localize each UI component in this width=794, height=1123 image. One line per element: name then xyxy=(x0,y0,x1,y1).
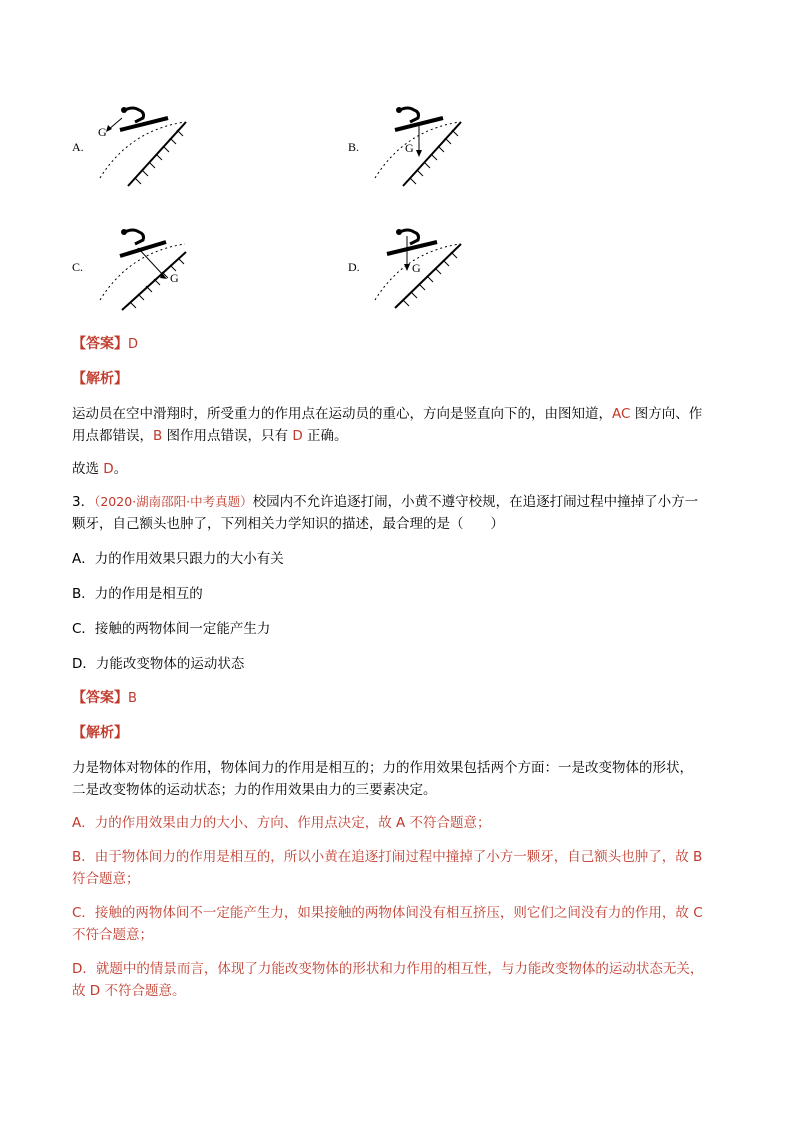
q3-explain-d-2: 故 D 不符合题意。 xyxy=(72,983,186,999)
g-label-b: G xyxy=(405,141,414,155)
q3-choice-a[interactable]: A．力的作用效果只跟力的大小有关 xyxy=(72,551,284,567)
q3-answer xyxy=(72,687,137,710)
analysis-highlight: AC xyxy=(612,406,631,422)
skier-diagram-d xyxy=(365,222,475,312)
q3-analysis-heading xyxy=(72,722,128,744)
analysis-text: 图作用点错误，只有 xyxy=(162,428,293,444)
q2-analysis-line-1 xyxy=(72,403,702,425)
q3-explain-c-1: C．接触的两物体间不一定能产生力，如果接触的两物体间没有相互挤压，则它们之间没有力的作用，故 C xyxy=(72,905,703,921)
q2-answer xyxy=(72,333,138,356)
analysis-text: 图方向、作 xyxy=(630,406,703,422)
analysis-tag: 【解析】 xyxy=(72,371,128,387)
question-source: （2020·湖南邵阳·中考真题） xyxy=(94,494,253,509)
g-label-d: G xyxy=(412,261,421,275)
q3-explain-c-2: 不符合题意； xyxy=(72,927,153,943)
q3-stem-line-1 xyxy=(72,491,698,513)
skier-diagram-b xyxy=(365,100,475,190)
option-c-label: C. xyxy=(72,260,84,274)
analysis-text: 运动员在空中滑翔时，所受重力的作用点在运动员的重心，方向是竖直向下的，由图知道， xyxy=(72,406,612,422)
q3-analysis-line-1: 力是物体对物体的作用，物体间力的作用是相互的；力的作用效果包括两个方面：一是改变物体的形状， xyxy=(72,760,693,776)
q3-explain-d-1: D．就题中的情景而言，体现了力能改变物体的形状和力作用的相互性，与力能改变物体的运动状态无关， xyxy=(72,961,704,977)
analysis-highlight: B xyxy=(153,428,163,444)
question-number: 3． xyxy=(72,494,95,510)
conclusion-text: 故选 xyxy=(72,461,104,477)
g-label-a: G xyxy=(98,125,107,139)
conclusion-highlight: D xyxy=(103,461,114,477)
option-d-label: D. xyxy=(348,260,360,274)
analysis-tag: 【解析】 xyxy=(72,725,128,741)
conclusion-text: 。 xyxy=(113,461,128,477)
g-label-c: G xyxy=(170,271,179,285)
q3-explain-b-2: 符合题意； xyxy=(72,871,140,887)
skier-diagram-c xyxy=(90,222,200,312)
q3-analysis-line-2: 二是改变物体的运动状态；力的作用效果由力的三要素决定。 xyxy=(72,782,437,798)
question-stem: 校园内不允许追逐打闹，小黄不遵守校规，在追逐打闹过程中撞掉了小方一 xyxy=(252,494,699,510)
q3-stem-line-2: 颗牙，自己额头也肿了，下列相关力学知识的描述，最合理的是（ ） xyxy=(72,516,504,532)
q2-analysis-heading xyxy=(72,368,128,390)
q3-explain-a: A．力的作用效果由力的大小、方向、作用点决定，故 A 不符合题意； xyxy=(72,815,491,831)
answer-value: B xyxy=(128,691,137,706)
answer-tag: 【答案】 xyxy=(72,690,128,706)
answer-tag: 【答案】 xyxy=(72,336,128,352)
q2-conclusion xyxy=(72,458,127,480)
analysis-text: 正确。 xyxy=(302,428,348,444)
analysis-highlight: D xyxy=(292,428,303,444)
q3-choice-b[interactable]: B．力的作用是相互的 xyxy=(72,586,203,602)
q3-choice-d[interactable]: D．力能改变物体的运动状态 xyxy=(72,656,245,672)
analysis-text: 用点都错误， xyxy=(72,428,153,444)
q3-explain-b-1: B．由于物体间力的作用是相互的，所以小黄在追逐打闹过程中撞掉了小方一颗牙，自己额头也肿了，故 B xyxy=(72,849,703,865)
skier-diagram-a xyxy=(90,100,200,190)
option-b-label: B. xyxy=(348,140,360,154)
option-a-label: A. xyxy=(72,140,84,154)
q2-analysis-line-2 xyxy=(72,425,348,447)
q3-choice-c[interactable]: C．接触的两物体间一定能产生力 xyxy=(72,621,271,637)
answer-value: D xyxy=(128,337,139,352)
